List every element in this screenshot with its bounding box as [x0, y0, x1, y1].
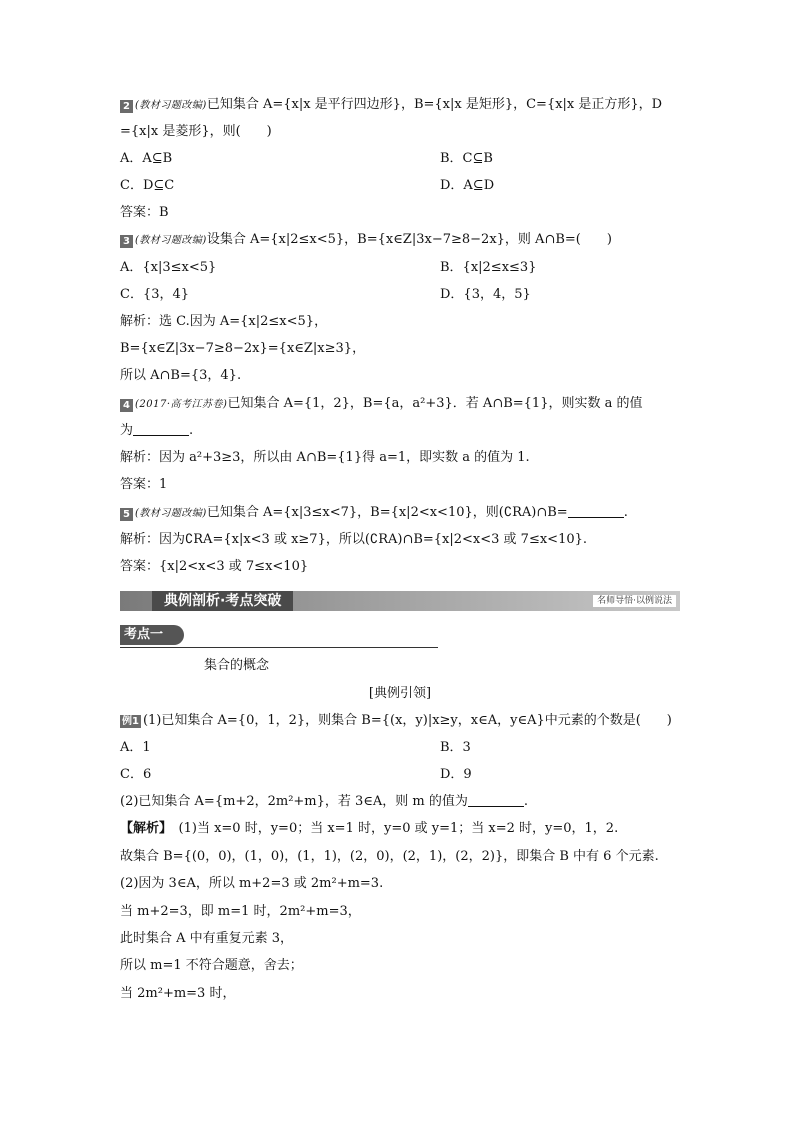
- example-heading: [典例引领]: [368, 686, 432, 701]
- q2-answer: 答案：B: [120, 205, 169, 220]
- q3-analysis-1: 解析：选 C.因为 A={x|2≤x<5}，: [120, 314, 328, 329]
- q2-option-a: A．A⊆B: [120, 151, 173, 166]
- q3-analysis-2: B={x∈Z|3x−7≥8−2x}={x∈Z|x≥3}，: [120, 341, 366, 356]
- solution-line-7: 当 2m²+m=3 时，: [120, 986, 236, 1001]
- q4-stem-cont-line: 为 .: [120, 423, 194, 438]
- section-banner: [120, 591, 680, 611]
- solution-text-1: (1)当 x=0 时，y=0；当 x=1 时，y=0 或 y=1；当 x=2 时，y=0，1，2.: [178, 821, 619, 836]
- q5-source: (教材习题改编): [135, 508, 207, 519]
- kaodian-title: 集合的概念: [204, 658, 270, 673]
- example-option-c: C．6: [120, 767, 152, 782]
- q2-number-badge: 2: [120, 100, 133, 113]
- q3-option-b: B．{x|2≤x≤3}: [440, 260, 537, 275]
- q3-option-c: C．{3，4}: [120, 287, 190, 302]
- solution-line-2: 故集合 B={(0，0)，(1，0)，(1，1)，(2，0)，(2，1)，(2，2)}，即集合 B 中有 6 个元素.: [120, 849, 659, 864]
- section-banner-title: 典例剖析·考点突破: [152, 591, 293, 611]
- q5-answer: 答案：{x|2<x<3 或 7≤x<10}: [120, 559, 309, 574]
- q4-source: (2017·高考江苏卷): [135, 399, 228, 410]
- q4-answer: 答案：1: [120, 477, 168, 492]
- q3-option-d: D．{3，4，5}: [440, 287, 531, 302]
- example-option-a: A．1: [120, 740, 151, 755]
- solution-line-1: [120, 820, 618, 838]
- kaodian-divider: [120, 647, 438, 648]
- example-p2-line: (2)已知集合 A={m+2，2m²+m}，若 3∈A，则 m 的值为 .: [120, 794, 529, 809]
- q4-stem-cont: 为: [120, 423, 134, 438]
- solution-line-4: 当 m+2=3，即 m=1 时，2m²+m=3，: [120, 904, 361, 919]
- example-answer-blank: [468, 794, 524, 807]
- example-tag: 例1: [122, 716, 139, 727]
- q5-answer-blank: [568, 505, 624, 518]
- solution-label: 【解析】: [120, 821, 166, 836]
- example-p1: (1)已知集合 A={0，1，2}，则集合 B={(x，y)|x≥y，x∈A，y∈A}中元素的个数是( ): [142, 713, 672, 728]
- q4-stem: 已知集合 A={1，2}，B={a，a²+3}．若 A∩B={1}，则实数 a 的值: [227, 396, 643, 411]
- q4-answer-blank: [133, 423, 189, 436]
- q2-option-c: C．D⊆C: [120, 178, 175, 193]
- q4-stem-line: [120, 395, 643, 414]
- section-banner-subtitle: 名师导悟·以例说法: [593, 595, 676, 607]
- q3-option-a: A．{x|3≤x<5}: [120, 260, 217, 275]
- q2-source: (教材习题改编): [135, 100, 207, 111]
- example-option-d: D．9: [440, 767, 472, 782]
- q5-stem-line: 5 (教材习题改编)已知集合 A={x|3≤x<7}，B={x|2<x<10}，则(∁RA)∩B= .: [120, 504, 628, 523]
- q3-stem-line: [120, 231, 612, 250]
- solution-line-6: 所以 m=1 不符合题意，舍去；: [120, 958, 303, 973]
- example-p2: (2)已知集合 A={m+2，2m²+m}，若 3∈A，则 m 的值为: [120, 794, 468, 809]
- example-option-b: B．3: [440, 740, 471, 755]
- q3-analysis-3: 所以 A∩B={3，4}.: [120, 368, 242, 383]
- q3-source: (教材习题改编): [135, 235, 207, 246]
- q2-stem-line: [120, 96, 662, 115]
- q3-number-badge: 3: [120, 235, 133, 248]
- solution-line-3: (2)因为 3∈A，所以 m+2=3 或 2m²+m=3.: [120, 876, 384, 891]
- q3-stem: 设集合 A={x|2≤x<5}，B={x∈Z|3x−7≥8−2x}，则 A∩B=( ): [206, 232, 612, 247]
- q2-stem: 已知集合 A={x|x 是平行四边形}，B={x|x 是矩形}，C={x|x 是正方形}，D: [206, 97, 663, 112]
- q4-analysis: 解析：因为 a²+3≥3，所以由 A∩B={1}得 a=1，即实数 a 的值为 1.: [120, 450, 530, 465]
- q5-analysis: 解析：因为∁RA={x|x<3 或 x≥7}，所以(∁RA)∩B={x|2<x<3 或 7≤x<10}.: [120, 532, 588, 547]
- q2-option-d: D．A⊆D: [440, 178, 495, 193]
- q5-number-badge: 5: [120, 508, 133, 521]
- q4-number-badge: 4: [120, 399, 133, 412]
- solution-line-5: 此时集合 A 中有重复元素 3，: [120, 931, 294, 946]
- q2-stem-cont: ={x|x 是菱形}，则( ): [120, 124, 272, 139]
- q2-option-b: B．C⊆B: [440, 151, 493, 166]
- example-p1-line: [120, 712, 672, 730]
- q5-stem: 已知集合 A={x|3≤x<7}，B={x|2<x<10}，则(∁RA)∩B=: [206, 505, 568, 520]
- kaodian-badge: 考点一: [120, 625, 184, 645]
